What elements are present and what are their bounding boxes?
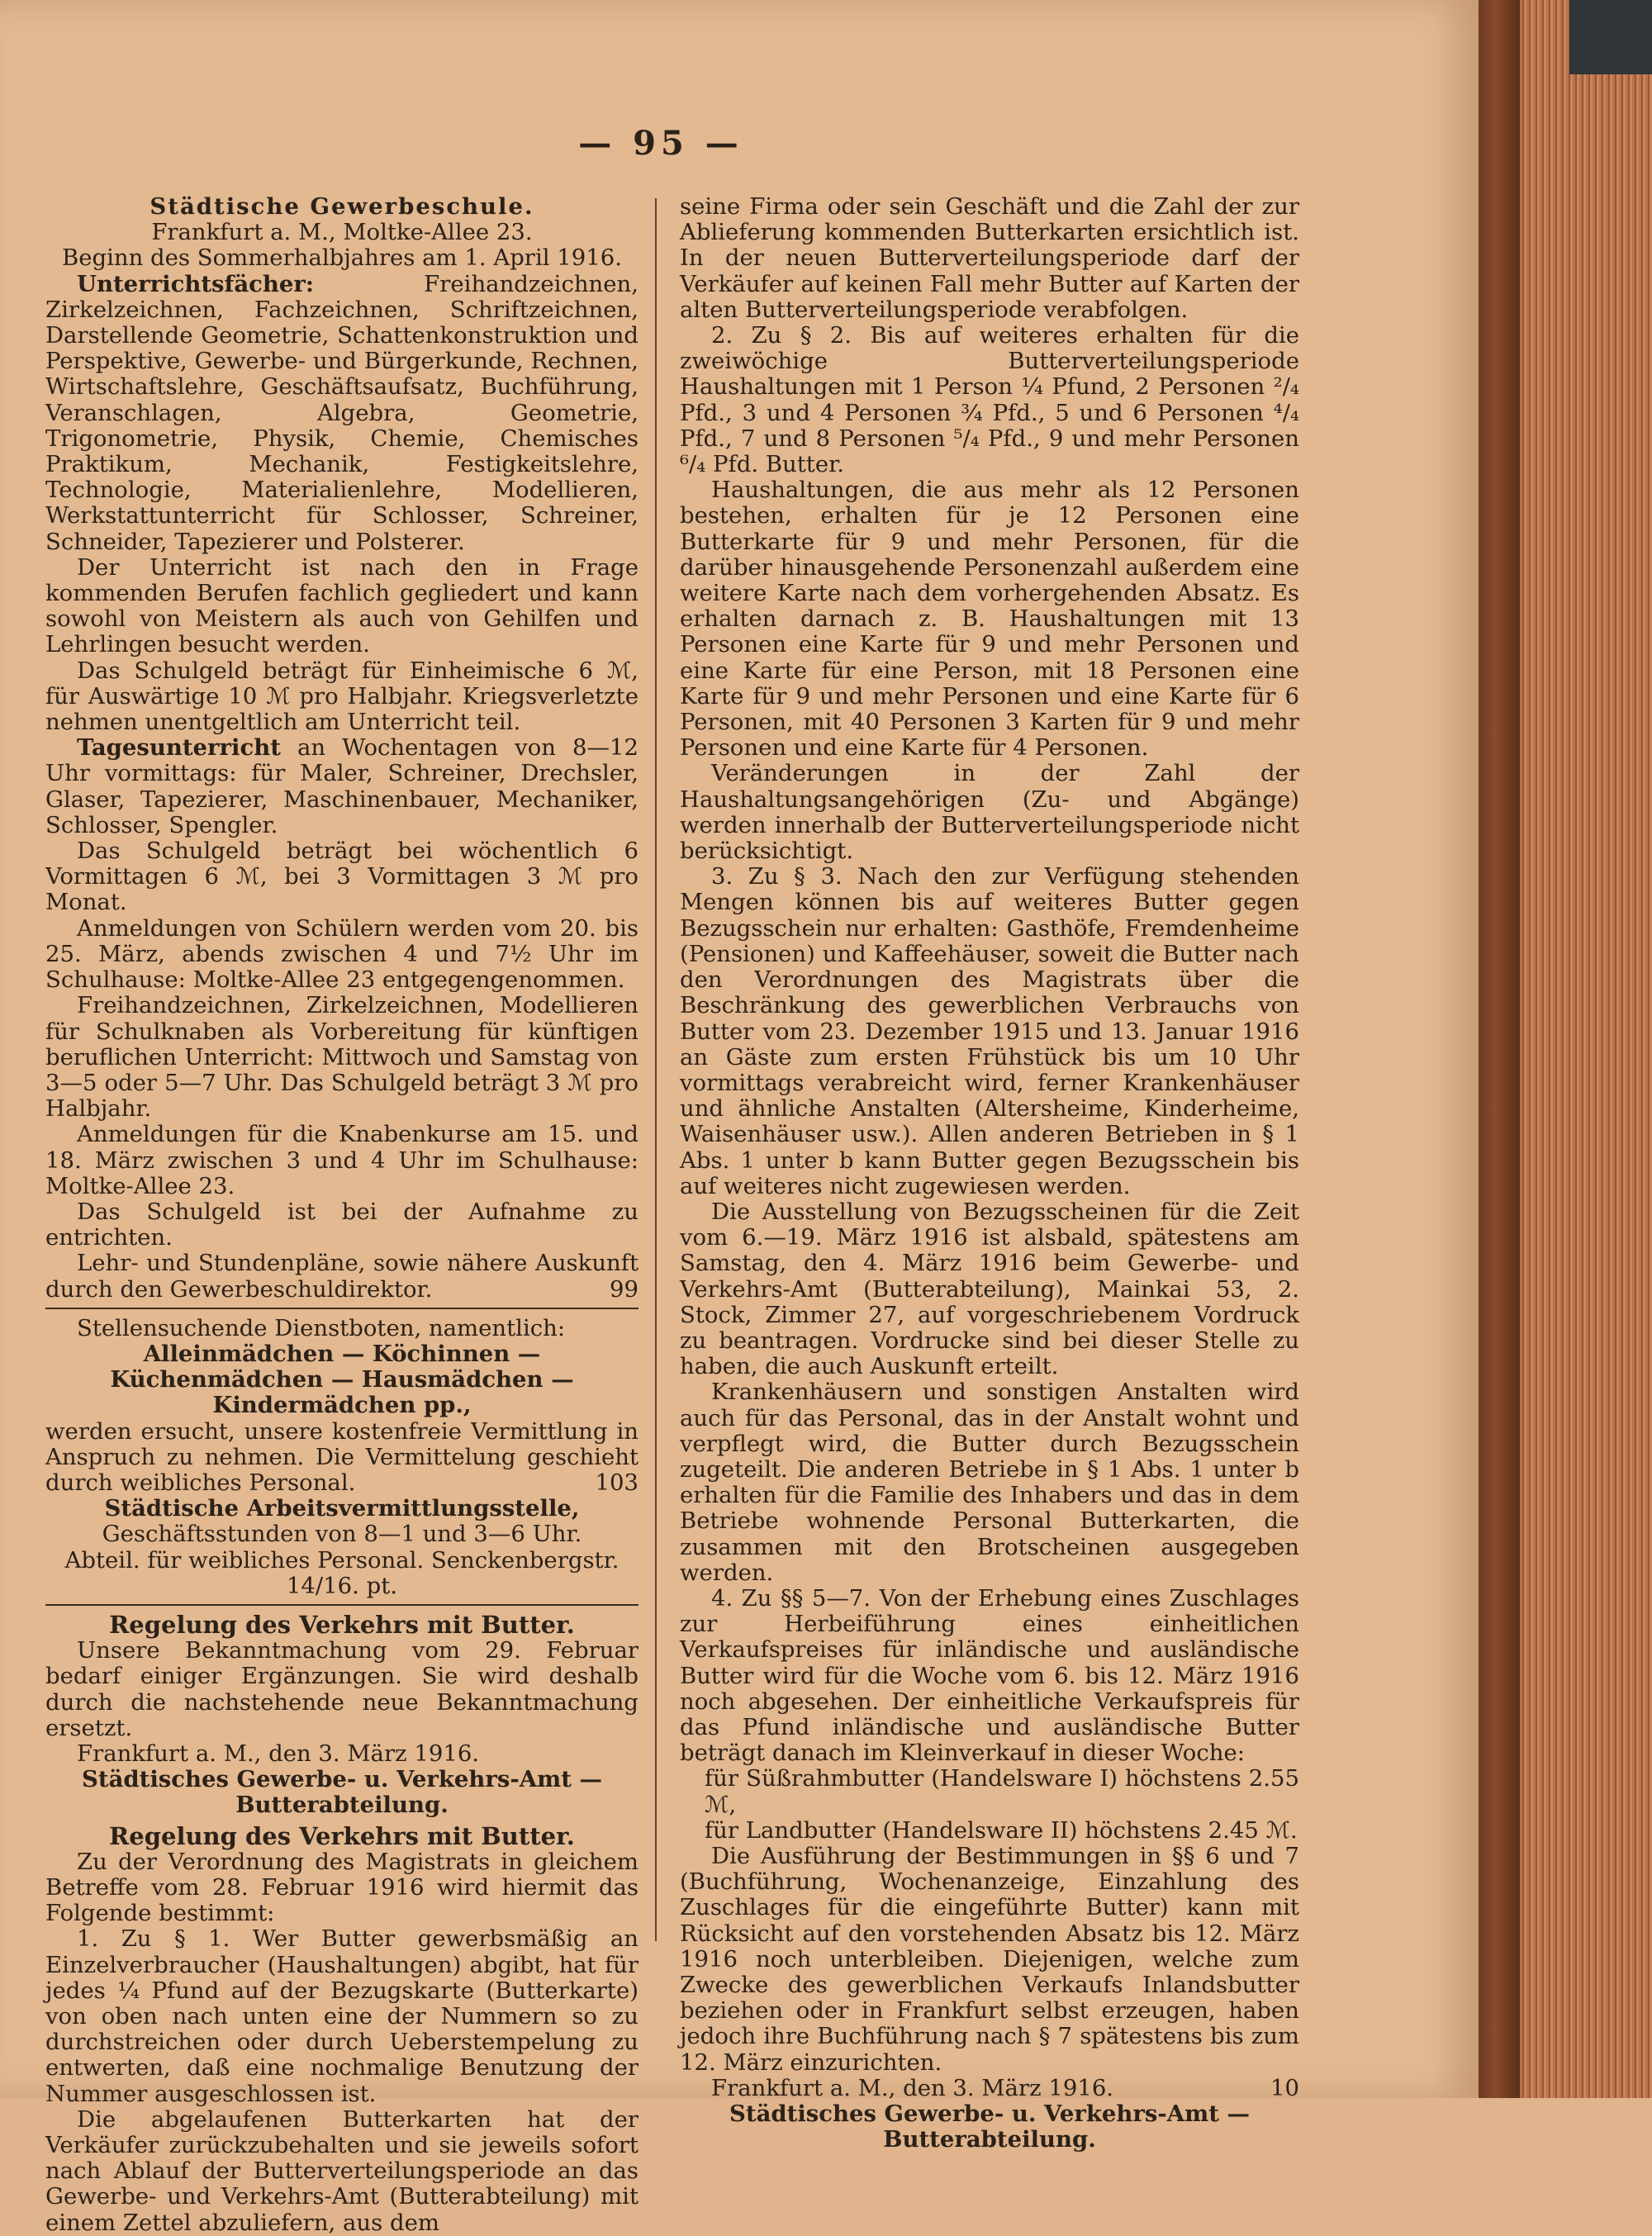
notice-signature: Städtisches Gewerbe- u. Verkehrs-Amt — Butterabteilung. xyxy=(82,1766,602,1819)
paragraph: 3. Zu § 3. Nach den zur Verfügung stehenden Mengen können bis auf weiteres Butter gegen Bezugsschein nur erhalten: Gasthöfe, Fremdenheime (Pensionen) und Kaffeehäuser, soweit die Butter nach den Verordnungen des Magistrats über die Beschränkung des gewerblichen Verbrauchs von Butter vom 23. Dezember 1915 und 13. Januar 1916 an Gäste zum ersten Frühstück bis um 10 Uhr vormittags verabreicht wird, ferner Krankenhäuser und ähnliche Anstalten (Altersheime, Kinderheime, Waisenhäuser usw.). Allen anderen Betrieben in § 1 Abs. 1 unter b kann Butter gegen Bezugsschein bis auf weiteres nicht zugewiesen werden. xyxy=(680,863,1299,1199)
notice-date xyxy=(680,2076,1299,2101)
office-address: Abteil. für weibliches Personal. Senckenbergstr. 14/16. pt. xyxy=(64,1546,620,1599)
servants-categories: Alleinmädchen — Köchinnen — Küchenmädchen — Hausmädchen — Kindermädchen pp., xyxy=(110,1340,574,1419)
paragraph: 1. Zu § 1. Wer Butter gewerbsmäßig an Einzelverbraucher (Haushaltungen) abgibt, hat für jedes ¼ Pfund auf der Bezugskarte (Butterkarte) von oben nach unten eine der Nummern so zu durchstreichen oder durch Ueberstempelung zu entwerten, daß eine nochmalige Benutzung der Nummer ausgeschlossen ist. xyxy=(45,1925,638,2107)
employment-office: Städtische Arbeitsvermittlungsstelle, xyxy=(104,1495,580,1522)
subjects-text: Freihandzeichnen, Zirkelzeichnen, Fachzeichnen, Schriftzeichnen, Darstellende Geometrie, Schattenkonstruktion und Perspektive, Gewerbe- und Bürgerkunde, Rechnen, Wirtschaftslehre, Geschäftsaufsatz, Buchführung, Veranschlagen, Algebra, Geometrie, Trigonometrie, Physik, Chemie, Chemisches Praktikum, Mechanik, Festigkeitslehre, Technologie, Materialienlehre, Modellieren, Werkstattunterricht für Schlosser, Schreiner, Schneider, Tapezierer und Polsterer. xyxy=(45,270,638,555)
paragraph: Das Schulgeld ist bei der Aufnahme zu entrichten. xyxy=(45,1198,638,1251)
paragraph: Das Schulgeld beträgt für Einheimische 6 ℳ, für Auswärtige 10 ℳ pro Halbjahr. Kriegsverletzte nehmen unentgeltlich am Unterricht teil. xyxy=(45,657,638,736)
day-classes-text: an Wochentagen von 8—12 Uhr vormittags: für Maler, Schreiner, Drechsler, Glaser, Tapezierer, Maschinenbauer, Mechaniker, Schlosser, Spengler. xyxy=(45,734,638,838)
paragraph-text: Lehr- und Stundenpläne, sowie nähere Auskunft durch den Gewerbeschuldirektor. xyxy=(45,1250,638,1303)
book-page-edges xyxy=(1520,0,1652,2098)
paragraph: Anmeldungen für die Knabenkurse am 15. und 18. März zwischen 3 und 4 Uhr im Schulhause: Moltke-Allee 23. xyxy=(45,1121,638,1199)
servants-intro: Stellensuchende Dienstboten, namentlich: xyxy=(77,1314,566,1341)
paragraph xyxy=(45,1251,638,1302)
price-line: für Landbutter (Handelsware II) höchstens 2.45 ℳ. xyxy=(705,1816,1298,1844)
office-hours: Geschäftsstunden von 8—1 und 3—6 Uhr. xyxy=(102,1521,582,1548)
notice-number: 99 xyxy=(610,1275,638,1303)
gewerbeschule-address: Frankfurt a. M., Moltke-Allee 23. xyxy=(151,219,533,246)
background-corner xyxy=(1569,0,1652,74)
day-classes-paragraph xyxy=(45,735,638,838)
subjects-label: Unterrichtsfächer: xyxy=(77,270,315,297)
butter-regulation-title: Regelung des Verkehrs mit Butter. xyxy=(109,1821,575,1850)
paragraph: Anmeldungen von Schülern werden vom 20. bis 25. März, abends zwischen 4 und 7½ Uhr im Schulhause: Moltke-Allee 23 entgegengenommen. xyxy=(45,914,638,994)
paragraph: Freihandzeichnen, Zirkelzeichnen, Modellieren für Schulknaben als Vorbereitung für künftigen beruflichen Unterricht: Mittwoch und Samstag von 3—5 oder 5—7 Uhr. Das Schulgeld beträgt 3 ℳ pro Halbjahr. xyxy=(45,992,638,1123)
paragraph: Die abgelaufenen Butterkarten hat der Verkäufer zurückzubehalten und sie jeweils sofort nach Ablauf der Butterverteilungsperiode an das Gewerbe- und Verkehrs-Amt (Butterabteilung) mit einem Zettel abzuliefern, aus dem xyxy=(45,2105,638,2236)
paragraph: Das Schulgeld beträgt bei wöchentlich 6 Vormittagen 6 ℳ, bei 3 Vormittagen 3 ℳ pro Monat. xyxy=(45,838,638,916)
paragraph: Die Ausführung der Bestimmungen in §§ 6 und 7 (Buchführung, Wochenanzeige, Einzahlung des Zuschlages für die eingeführte Butter) kann mit Rücksicht auf den vorstehenden Absatz bis 12. März 1916 noch unterbleiben. Diejenigen, welche zum Zwecke des gewerblichen Verkaufs Inlandsbutter beziehen oder in Frankfurt selbst erzeugen, haben jedoch ihre Buchführung nach § 7 spätestens bis zum 12. März einzurichten. xyxy=(680,1843,1299,2076)
price-line: für Süßrahmbutter (Handelsware I) höchstens 2.55 ℳ, xyxy=(705,1765,1299,1818)
notice-number: 103 xyxy=(595,1469,638,1496)
servants-text-body: werden ersucht, unsere kostenfreie Vermittlung in Anspruch zu nehmen. Die Vermittelung geschieht durch weibliches Personal. xyxy=(45,1417,638,1496)
gewerbeschule-begin: Beginn des Sommerhalbjahres am 1. April 1916. xyxy=(61,244,623,272)
section-rule xyxy=(45,1604,638,1606)
paragraph: seine Firma oder sein Geschäft und die Zahl der zur Ablieferung kommenden Butterkarten ersichtlich ist. In der neuen Butterverteilungsperiode darf der Verkäufer auf keinen Fall mehr Butter auf Karten der alten Butterverteilungsperiode verabfolgen. xyxy=(680,193,1299,323)
paragraph: Die Ausstellung von Bezugsscheinen für die Zeit vom 6.—19. März 1916 ist alsbald, spätestens am Samstag, den 4. März 1916 beim Gewerbe- und Verkehrs-Amt (Butterabteilung), Mainkai 53, 2. Stock, Zimmer 27, auf vorgeschriebenem Vordruck zu beantragen. Vordrucke sind bei dieser Stelle zu haben, die auch Auskunft erteilt. xyxy=(680,1198,1299,1380)
paragraph: Veränderungen in der Zahl der Haushaltungsangehörigen (Zu- und Abgänge) werden innerhalb der Butterverteilungsperiode nicht berücksichtigt. xyxy=(680,760,1299,865)
notice-date: Frankfurt a. M., den 3. März 1916. xyxy=(77,1740,480,1767)
butter-notice-title: Regelung des Verkehrs mit Butter. xyxy=(109,1610,575,1639)
page-number: — 95 — xyxy=(578,124,743,163)
column-divider xyxy=(655,198,657,1941)
notice-date-text: Frankfurt a. M., den 3. März 1916. xyxy=(711,2074,1114,2101)
servants-text xyxy=(45,1419,638,1497)
paragraph: Der Unterricht ist nach den in Frage kommenden Berufen fachlich gegliedert und kann sowohl von Meistern als auch von Gehilfen und Lehrlingen besucht werden. xyxy=(45,553,638,658)
paragraph: 2. Zu § 2. Bis auf weiteres erhalten für die zweiwöchige Butterverteilungsperiode Haushaltungen mit 1 Person ¼ Pfund, 2 Personen ²/₄ Pfd., 3 und 4 Personen ¾ Pfd., 5 und 6 Personen ⁴/₄ Pfd., 7 und 8 Personen ⁵/₄ Pfd., 9 und mehr Personen ⁶/₄ Pfd. Butter. xyxy=(680,322,1299,478)
book-spine-shadow xyxy=(1479,0,1520,2098)
paragraph: Zu der Verordnung des Magistrats in gleichem Betreffe vom 28. Februar 1916 wird hiermit das Folgende bestimmt: xyxy=(45,1848,638,1927)
left-column xyxy=(45,194,638,2236)
section-rule xyxy=(45,1308,638,1309)
paragraph: Haushaltungen, die aus mehr als 12 Personen bestehen, erhalten für je 12 Personen eine Butterkarte für 9 und mehr Personen, für die darüber hinausgehende Personenzahl außerdem eine weitere Karte nach dem vorhergehenden Absatz. Es erhalten darnach z. B. Haushaltungen mit 13 Personen eine Karte für 9 und mehr Personen und eine Karte für eine Person, mit 18 Personen eine Karte für 9 und mehr Personen und eine Karte für 6 Personen, mit 40 Personen 3 Karten für 9 und mehr Personen und eine Karte für 4 Personen. xyxy=(680,477,1299,762)
paragraph: 4. Zu §§ 5—7. Von der Erhebung eines Zuschlages zur Herbeiführung eines einheitlichen Verkaufspreises für inländische und ausländische Butter wird für die Woche vom 6. bis 12. März 1916 noch abgesehen. Der einheitliche Verkaufspreis für das Pfund inländische und ausländische Butter beträgt danach im Kleinverkauf in dieser Woche: xyxy=(680,1584,1299,1767)
right-column xyxy=(680,194,1299,2153)
paragraph: Krankenhäusern und sonstigen Anstalten wird auch für das Personal, das in der Anstalt wohnt und verpflegt wird, die Butter durch Bezugsschein zugeteilt. Die anderen Betriebe in § 1 Abs. 1 unter b erhalten für die Familie des Inhabers und das in dem Betriebe wohnende Personal Butterkarten, die zusammen mit den Brotscheinen ausgegeben werden. xyxy=(680,1379,1299,1586)
day-classes-label: Tagesunterricht xyxy=(77,734,281,762)
notice-number: 10 xyxy=(1270,2074,1299,2101)
gewerbeschule-title: Städtische Gewerbeschule. xyxy=(150,193,534,220)
paragraph: Unsere Bekanntmachung vom 29. Februar bedarf einiger Ergänzungen. Sie wird deshalb durch die nachstehende neue Bekanntmachung ersetzt. xyxy=(45,1637,638,1741)
subjects-paragraph xyxy=(45,272,638,555)
notice-signature: Städtisches Gewerbe- u. Verkehrs-Amt — Butterabteilung. xyxy=(729,2101,1250,2153)
